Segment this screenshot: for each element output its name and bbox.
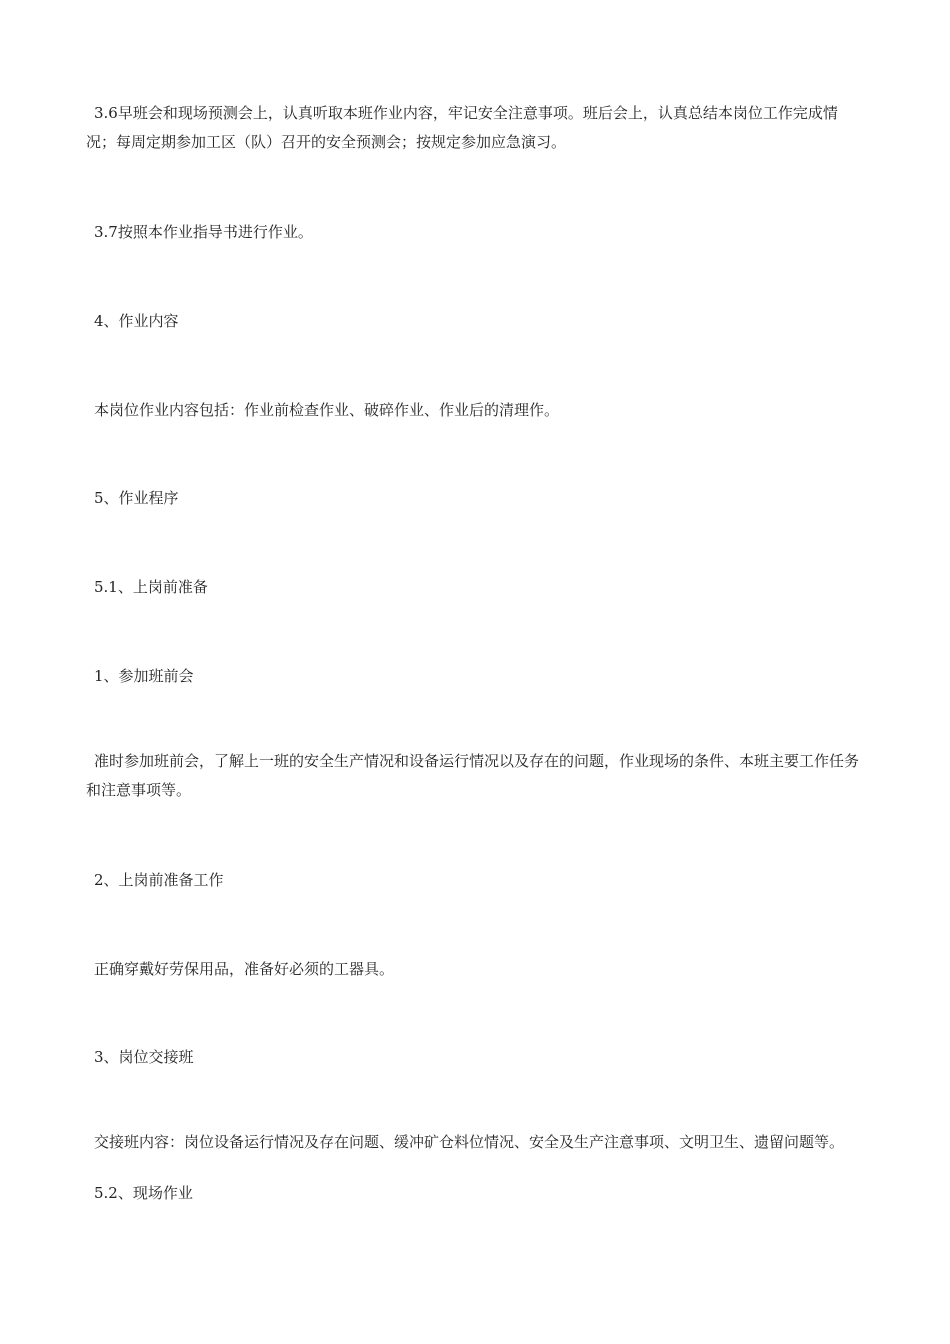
paragraph-pre-shift-work: 正确穿戴好劳保用品，准备好必须的工器具。 [94, 960, 395, 978]
heading-4-work-content: 4、作业内容 [94, 312, 179, 330]
paragraph-work-content: 本岗位作业内容包括：作业前检查作业、破碎作业、作业后的清理作。 [94, 401, 560, 419]
heading-5-work-procedure: 5、作业程序 [94, 489, 179, 507]
paragraph-3-7: 3.7按照本作业指导书进行作业。 [94, 223, 313, 241]
paragraph-pre-shift-meeting: 准时参加班前会，了解上一班的安全生产情况和设备运行情况以及存在的问题，作业现场的条件、本班主要工作任务和注意事项等。 [86, 752, 860, 799]
paragraph-shift-handover: 交接班内容：岗位设备运行情况及存在问题、缓冲矿仓料位情况、安全及生产注意事项、文明卫生、遗留问题等。 [94, 1133, 845, 1151]
heading-5-2-field-work: 5.2、现场作业 [94, 1184, 193, 1202]
heading-5-1-pre-shift-prep: 5.1、上岗前准备 [94, 578, 208, 596]
paragraph-3-6: 3.6早班会和现场预测会上，认真听取本班作业内容，牢记安全注意事项。班后会上，认真总结本岗位工作完成情况；每周定期参加工区（队）召开的安全预测会；按规定参加应急演习。 [86, 104, 838, 151]
heading-item-1-pre-shift-meeting: 1、参加班前会 [94, 667, 194, 685]
heading-item-3-shift-handover: 3、岗位交接班 [94, 1048, 194, 1066]
heading-item-2-pre-shift-work: 2、上岗前准备工作 [94, 871, 224, 889]
